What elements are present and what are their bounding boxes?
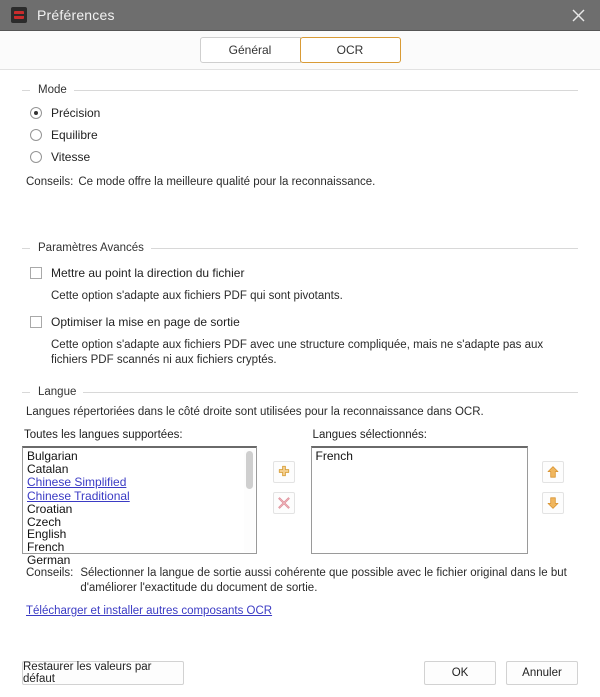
language-tip-head: Conseils: bbox=[26, 567, 74, 579]
language-tip-text: Sélectionner la langue de sortie aussi cohérente que possible avec le fichier original dans le but d'améliorer l'exactitude du document de sortie. bbox=[80, 567, 567, 594]
mode-tip bbox=[26, 176, 578, 188]
fix-orientation-description: Cette option s'adapte aux fichiers PDF qui sont pivotants. bbox=[51, 290, 343, 302]
checkbox-fix-orientation-label: Mettre au point la direction du fichier bbox=[51, 266, 245, 280]
mode-group-legend: Mode bbox=[38, 84, 67, 96]
list-item-link[interactable]: Chinese Simplified bbox=[27, 475, 127, 490]
legend-line bbox=[83, 392, 578, 393]
list-item[interactable]: Catalan bbox=[27, 461, 69, 476]
mode-tip-head: Conseils: bbox=[26, 176, 74, 188]
move-down-button[interactable] bbox=[542, 492, 564, 514]
list-item[interactable]: Croatian bbox=[27, 502, 73, 517]
app-logo-icon bbox=[11, 7, 27, 23]
close-x-icon bbox=[277, 496, 291, 510]
list-item-link[interactable]: Chinese Traditional bbox=[27, 489, 130, 504]
close-icon bbox=[571, 8, 586, 23]
language-tip bbox=[26, 566, 578, 596]
window-titlebar bbox=[0, 0, 600, 31]
language-group-legend: Langue bbox=[38, 386, 77, 398]
radio-vitesse-icon[interactable] bbox=[30, 151, 42, 163]
dialog-footer bbox=[0, 649, 600, 697]
selected-languages-items bbox=[312, 448, 528, 463]
list-item-wrap bbox=[26, 475, 256, 489]
radio-vitesse-label: Vitesse bbox=[51, 150, 91, 164]
available-languages-scrollbar[interactable] bbox=[244, 449, 255, 552]
scrollbar-thumb[interactable] bbox=[246, 451, 253, 489]
legend-cap-left bbox=[22, 248, 30, 249]
list-item[interactable]: English bbox=[27, 527, 67, 542]
checkbox-row-fix-orientation[interactable] bbox=[30, 263, 578, 283]
language-columns bbox=[22, 429, 578, 567]
available-languages-column bbox=[22, 429, 257, 567]
download-ocr-components-link[interactable]: Télécharger et installer autres composants OCR bbox=[26, 605, 273, 617]
cancel-button[interactable]: Annuler bbox=[506, 661, 578, 685]
list-item[interactable]: French bbox=[27, 539, 65, 554]
radio-precision-icon[interactable] bbox=[30, 107, 42, 119]
restore-defaults-button[interactable]: Restaurer les valeurs par défaut bbox=[22, 661, 184, 685]
selected-languages-column bbox=[311, 429, 529, 554]
radio-row-vitesse[interactable] bbox=[30, 146, 578, 168]
available-languages-items bbox=[23, 448, 256, 566]
window-title: Préférences bbox=[37, 7, 115, 23]
selected-languages-listbox[interactable] bbox=[311, 446, 529, 554]
legend-line bbox=[74, 90, 578, 91]
close-button[interactable] bbox=[556, 0, 600, 30]
language-intro-text: Langues répertoriées dans le côté droite sont utilisées pour la reconnaissance dans OCR. bbox=[26, 406, 484, 418]
selected-languages-label: Langues sélectionnés: bbox=[312, 429, 427, 441]
transfer-buttons-column bbox=[257, 429, 311, 523]
legend-line bbox=[151, 248, 578, 249]
tab-bar bbox=[0, 31, 600, 70]
arrow-down-icon bbox=[546, 496, 560, 510]
plus-icon bbox=[277, 465, 291, 479]
checkbox-fix-orientation-icon[interactable] bbox=[30, 267, 42, 279]
advanced-group bbox=[22, 242, 578, 368]
advanced-group-legend: Paramètres Avancés bbox=[38, 242, 144, 254]
checkbox-optimize-layout-label: Optimiser la mise en page de sortie bbox=[51, 315, 240, 329]
reorder-buttons-column bbox=[528, 429, 578, 523]
tab-list bbox=[200, 37, 401, 63]
list-item[interactable]: Czech bbox=[27, 514, 62, 529]
legend-cap-left bbox=[22, 392, 30, 393]
optimize-layout-description: Cette option s'adapte aux fichiers PDF avec une structure compliquée, mais ne s'adapte pas aux fichiers PDF scannés ni aux fichiers cryptés. bbox=[51, 339, 544, 366]
tab-ocr[interactable]: OCR bbox=[300, 37, 401, 63]
language-group-legend-row bbox=[22, 386, 578, 398]
checkbox-row-optimize-layout[interactable] bbox=[30, 312, 578, 332]
radio-equilibre-icon[interactable] bbox=[30, 129, 42, 141]
mode-tip-text: Ce mode offre la meilleure qualité pour la reconnaissance. bbox=[78, 176, 376, 188]
radio-row-equilibre[interactable] bbox=[30, 124, 578, 146]
remove-language-button[interactable] bbox=[273, 492, 295, 514]
radio-row-precision[interactable] bbox=[30, 102, 578, 124]
tab-general[interactable]: Général bbox=[200, 37, 301, 63]
legend-cap-left bbox=[22, 90, 30, 91]
mode-group-legend-row bbox=[22, 84, 578, 96]
advanced-group-legend-row bbox=[22, 242, 578, 254]
preferences-content bbox=[0, 84, 600, 617]
available-languages-label: Toutes les langues supportées: bbox=[24, 429, 183, 441]
ok-button[interactable]: OK bbox=[424, 661, 496, 685]
add-language-button[interactable] bbox=[273, 461, 295, 483]
checkbox-optimize-layout-icon[interactable] bbox=[30, 316, 42, 328]
list-item[interactable]: French bbox=[315, 449, 353, 463]
arrow-up-icon bbox=[546, 465, 560, 479]
radio-precision-label: Précision bbox=[51, 106, 101, 120]
radio-equilibre-label: Equilibre bbox=[51, 128, 98, 142]
language-group bbox=[22, 386, 578, 617]
list-item[interactable]: German bbox=[27, 552, 71, 567]
available-languages-listbox[interactable] bbox=[22, 446, 257, 567]
mode-group bbox=[22, 84, 578, 188]
list-item-wrap bbox=[26, 489, 256, 503]
move-up-button[interactable] bbox=[542, 461, 564, 483]
list-item[interactable]: Bulgarian bbox=[27, 449, 78, 463]
